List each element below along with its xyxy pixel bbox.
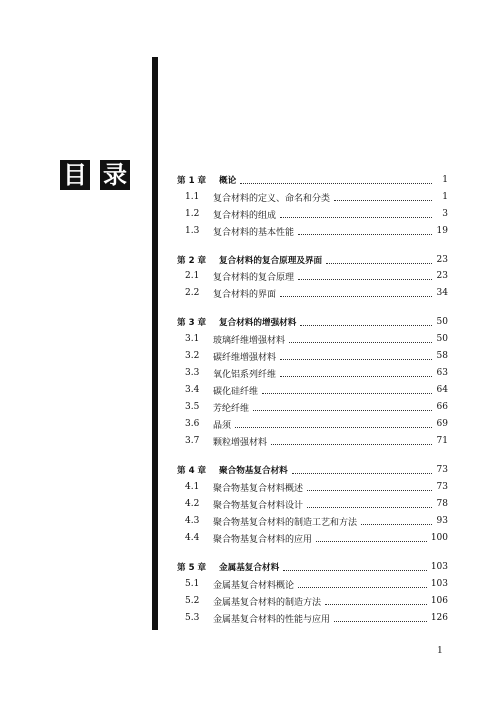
- toc-entry-number: 3.1: [185, 334, 200, 344]
- toc-chapter-entry: [177, 560, 448, 574]
- heading-char-2: 录: [100, 160, 130, 190]
- toc-entry-title: 芳纶纤维: [213, 403, 250, 414]
- toc-entry-title: 复合材料的复合原理: [213, 272, 295, 283]
- toc-entry-title: 颗粒增强材料: [213, 437, 268, 448]
- toc-entry-title: 聚合物基复合材料: [219, 466, 288, 476]
- toc-section-entry: [177, 594, 448, 608]
- toc-section-entry: [177, 190, 448, 204]
- toc-section-entry: [177, 400, 448, 414]
- dot-leader: [262, 392, 432, 394]
- toc-chapter-entry: [177, 463, 448, 477]
- heading-char-1: 目: [60, 160, 90, 190]
- dot-leader: [334, 199, 432, 201]
- dot-leader: [298, 233, 432, 235]
- toc-entry-number: 2.2: [185, 288, 200, 298]
- toc-entry-title: 复合材料的组成: [213, 210, 277, 221]
- toc-section-entry: [177, 207, 448, 221]
- toc-entry-title: 金属基复合材料概论: [213, 580, 295, 591]
- toc-entry-number: 第 3 章: [177, 318, 207, 328]
- toc-entry-number: 1.1: [185, 192, 200, 202]
- dot-leader: [316, 540, 427, 542]
- toc-entry-number: 3.3: [185, 368, 200, 378]
- toc-entry-title: 氧化铝系列纤维: [213, 369, 277, 380]
- dot-leader: [280, 358, 432, 360]
- toc-entry-page: 106: [430, 596, 448, 606]
- toc-entry-page: 1: [442, 175, 448, 185]
- toc-entry-number: 1.2: [185, 209, 200, 219]
- toc-entry-page: 71: [436, 436, 448, 446]
- toc-section-entry: [177, 480, 448, 494]
- toc-entry-page: 100: [430, 533, 448, 543]
- toc-entry-page: 69: [436, 419, 448, 429]
- toc-entry-number: 3.2: [185, 351, 200, 361]
- toc-section-entry: [177, 349, 448, 363]
- toc-entry-page: 103: [430, 579, 448, 589]
- toc-section-entry: [177, 332, 448, 346]
- toc-entry-number: 3.6: [185, 419, 200, 429]
- toc-entry-number: 4.4: [185, 533, 200, 543]
- toc-section-entry: [177, 434, 448, 448]
- dot-leader: [289, 341, 432, 343]
- toc-entry-page: 50: [436, 317, 448, 327]
- toc-chapter-entry: [177, 173, 448, 187]
- toc-entry-number: 3.4: [185, 385, 200, 395]
- toc-entry-number: 第 4 章: [177, 466, 207, 476]
- toc-entry-title: 复合材料的增强材料: [219, 318, 297, 328]
- toc-entry-page: 73: [436, 482, 448, 492]
- toc-entry-page: 63: [436, 368, 448, 378]
- toc-entry-page: 3: [442, 209, 448, 219]
- toc-entry-page: 50: [436, 334, 448, 344]
- toc-entry-title: 玻璃纤维增强材料: [213, 335, 286, 346]
- toc-entry-number: 4.3: [185, 516, 200, 526]
- toc-entry-page: 23: [436, 271, 448, 281]
- toc-entry-number: 4.2: [185, 499, 200, 509]
- toc-entry-title: 晶须: [213, 420, 232, 431]
- dot-leader: [361, 523, 432, 525]
- toc-entry-title: 金属基复合材料: [219, 563, 280, 573]
- toc-entry-title: 复合材料的基本性能: [213, 227, 295, 238]
- dot-leader: [300, 324, 432, 326]
- toc-section-entry: [177, 531, 448, 545]
- toc-entry-title: 概论: [219, 176, 237, 186]
- toc-entry-title: 碳化硅纤维: [213, 386, 259, 397]
- toc-section-entry: [177, 514, 448, 528]
- dot-leader: [283, 569, 427, 571]
- dot-leader: [307, 506, 432, 508]
- toc-section-entry: [177, 366, 448, 380]
- toc-chapter-entry: [177, 315, 448, 329]
- dot-leader: [325, 603, 427, 605]
- dot-leader: [271, 443, 432, 445]
- toc-entry-number: 3.5: [185, 402, 200, 412]
- toc-entry-page: 23: [436, 255, 448, 265]
- dot-leader: [240, 182, 432, 184]
- toc-entry-number: 第 1 章: [177, 176, 207, 186]
- toc-section-entry: [177, 577, 448, 591]
- toc-entry-title: 聚合物基复合材料概述: [213, 483, 304, 494]
- dot-leader: [298, 278, 432, 280]
- toc-entry-page: 93: [436, 516, 448, 526]
- toc-entry-page: 78: [436, 499, 448, 509]
- toc-entry-page: 64: [436, 385, 448, 395]
- toc-entry-number: 第 2 章: [177, 256, 207, 266]
- toc-entry-title: 复合材料的复合原理及界面: [219, 256, 323, 266]
- dot-leader: [235, 426, 432, 428]
- toc-entry-page: 73: [436, 465, 448, 475]
- vertical-rule: [152, 57, 158, 630]
- dot-leader: [307, 489, 432, 491]
- toc-section-entry: [177, 611, 448, 625]
- dot-leader: [253, 409, 432, 411]
- toc-entry-title: 金属基复合材料的性能与应用: [213, 614, 331, 625]
- dot-leader: [334, 620, 427, 622]
- toc-chapter-entry: [177, 253, 448, 267]
- toc-section-entry: [177, 383, 448, 397]
- toc-entry-page: 1: [442, 192, 448, 202]
- toc-entry-number: 4.1: [185, 482, 200, 492]
- toc-entry-number: 5.3: [185, 613, 200, 623]
- toc-entry-page: 19: [436, 226, 448, 236]
- toc-entry-number: 第 5 章: [177, 563, 207, 573]
- toc-section-entry: [177, 417, 448, 431]
- page-number: 1: [437, 644, 443, 656]
- dot-leader: [280, 375, 432, 377]
- toc-entry-title: 聚合物基复合材料的应用: [213, 534, 313, 545]
- toc-entry-number: 5.2: [185, 596, 200, 606]
- toc-entry-title: 聚合物基复合材料设计: [213, 500, 304, 511]
- toc-entry-number: 5.1: [185, 579, 200, 589]
- toc-entry-page: 126: [430, 613, 448, 623]
- toc-entry-title: 碳纤维增强材料: [213, 352, 277, 363]
- toc-entry-page: 58: [436, 351, 448, 361]
- toc-entry-title: 金属基复合材料的制造方法: [213, 597, 322, 608]
- toc-entry-title: 聚合物基复合材料的制造工艺和方法: [213, 517, 358, 528]
- toc-entry-title: 复合材料的定义、命名和分类: [213, 193, 331, 204]
- toc-section-entry: [177, 497, 448, 511]
- dot-leader: [298, 586, 427, 588]
- dot-leader: [292, 472, 432, 474]
- dot-leader: [280, 216, 432, 218]
- toc-entry-number: 1.3: [185, 226, 200, 236]
- toc-entry-page: 34: [436, 288, 448, 298]
- toc-section-entry: [177, 224, 448, 238]
- toc-section-entry: [177, 286, 448, 300]
- dot-leader: [326, 262, 432, 264]
- toc-entry-number: 2.1: [185, 271, 200, 281]
- toc-entry-page: 66: [436, 402, 448, 412]
- toc-entry-title: 复合材料的界面: [213, 289, 277, 300]
- toc-section-entry: [177, 269, 448, 283]
- toc-entry-page: 103: [430, 562, 448, 572]
- toc-entry-number: 3.7: [185, 436, 200, 446]
- dot-leader: [280, 295, 432, 297]
